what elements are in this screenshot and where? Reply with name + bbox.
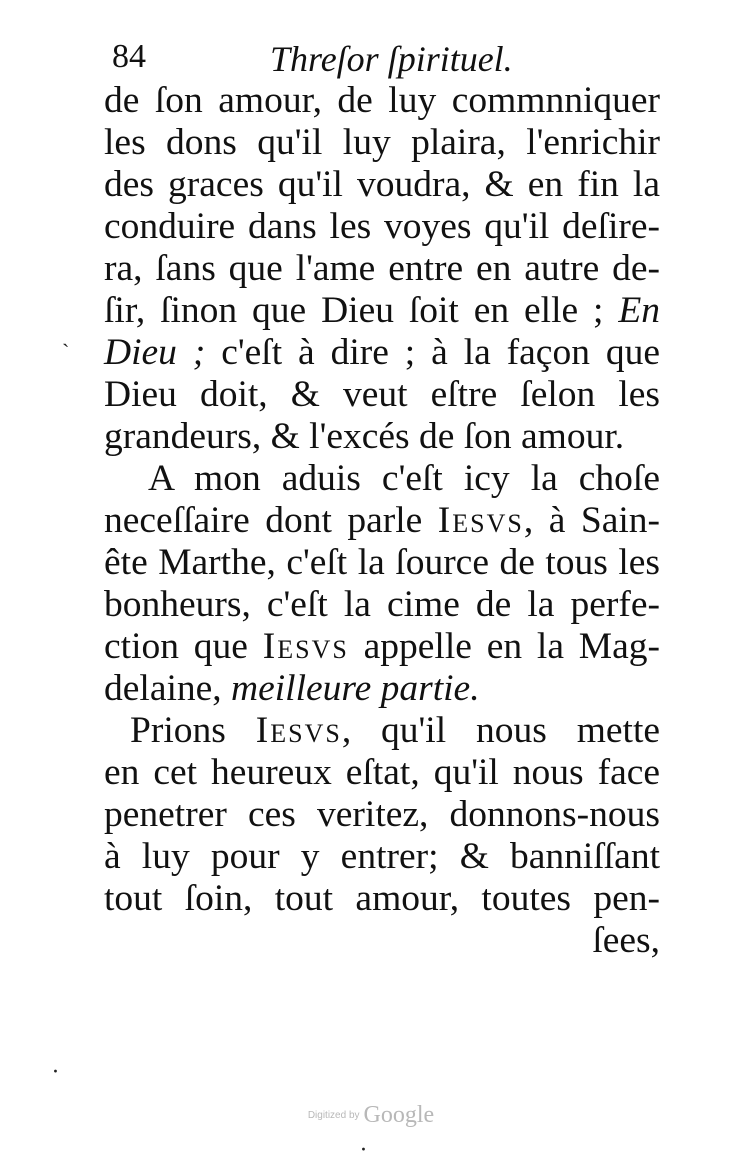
text-line: les dons qu'il luy plaira, l'enrichir [104, 122, 660, 163]
text-line: conduire dans les voyes qu'il deſire- [104, 206, 660, 247]
name-iesvs: Iesvs [262, 626, 349, 667]
text-line [104, 668, 660, 710]
body-text [104, 80, 660, 962]
line-text: , qu'il nous mette [341, 710, 661, 751]
text-line: Dieu doit, & veut eſtre ſelon les [104, 374, 660, 415]
text-line: à luy pour y entrer; & banniſſant [104, 836, 660, 877]
line-text: ction que [104, 626, 248, 667]
line-text: neceſſaire dont parle [104, 500, 423, 541]
page-header [110, 38, 650, 84]
text-line: bonheurs, c'eſt la cime de la perfe- [104, 584, 660, 625]
text-line [104, 332, 660, 374]
text-line [104, 290, 660, 332]
line-text: , à Sain- [523, 500, 660, 541]
line-text: c'eſt à dire ; à la façon que [221, 332, 661, 373]
emphasis-meilleure-partie: meilleure partie. [231, 668, 480, 709]
page-number: 84 [112, 38, 146, 75]
digitization-watermark [0, 1102, 742, 1129]
line-text: ſir, ſinon que Dieu ſoit en elle ; [104, 290, 604, 331]
watermark-prefix: Digitized by [307, 1110, 360, 1121]
text-line: tout ſoin, tout amour, toutes pen- [104, 878, 660, 919]
emphasis-dieu: Dieu ; [104, 332, 206, 373]
text-line: ra, ſans que l'ame entre en autre de- [104, 248, 660, 289]
name-iesvs: Iesvs [255, 710, 342, 751]
ink-speck: · [52, 1060, 59, 1085]
text-line: grandeurs, & l'excés de ſon amour. [104, 416, 625, 457]
text-line [104, 626, 660, 668]
text-line: A mon aduis c'eſt icy la choſe [148, 458, 660, 499]
google-logo: Google [363, 1102, 435, 1128]
text-line: en cet heureux eſtat, qu'il nous face [104, 752, 660, 793]
margin-mark: ˎ [62, 323, 70, 348]
running-title: Threſor ſpirituel. [270, 39, 513, 79]
text-line: des graces qu'il voudra, & en fin la [104, 164, 660, 205]
text-line: ête Marthe, c'eſt la ſource de tous les [104, 542, 660, 583]
text-line [104, 500, 660, 542]
emphasis-en: En [618, 290, 660, 331]
text-line: de ſon amour, de luy commnniquer [104, 80, 660, 121]
line-text: appelle en la Mag- [363, 626, 661, 667]
name-iesvs: Iesvs [437, 500, 524, 541]
catchword: ſees, [592, 920, 660, 961]
line-text: delaine, [104, 668, 222, 709]
text-line: penetrer ces veritez, donnons-nous [104, 794, 660, 835]
text-line [104, 710, 660, 752]
line-text: Prions [130, 710, 226, 751]
ink-speck: · [360, 1138, 367, 1163]
